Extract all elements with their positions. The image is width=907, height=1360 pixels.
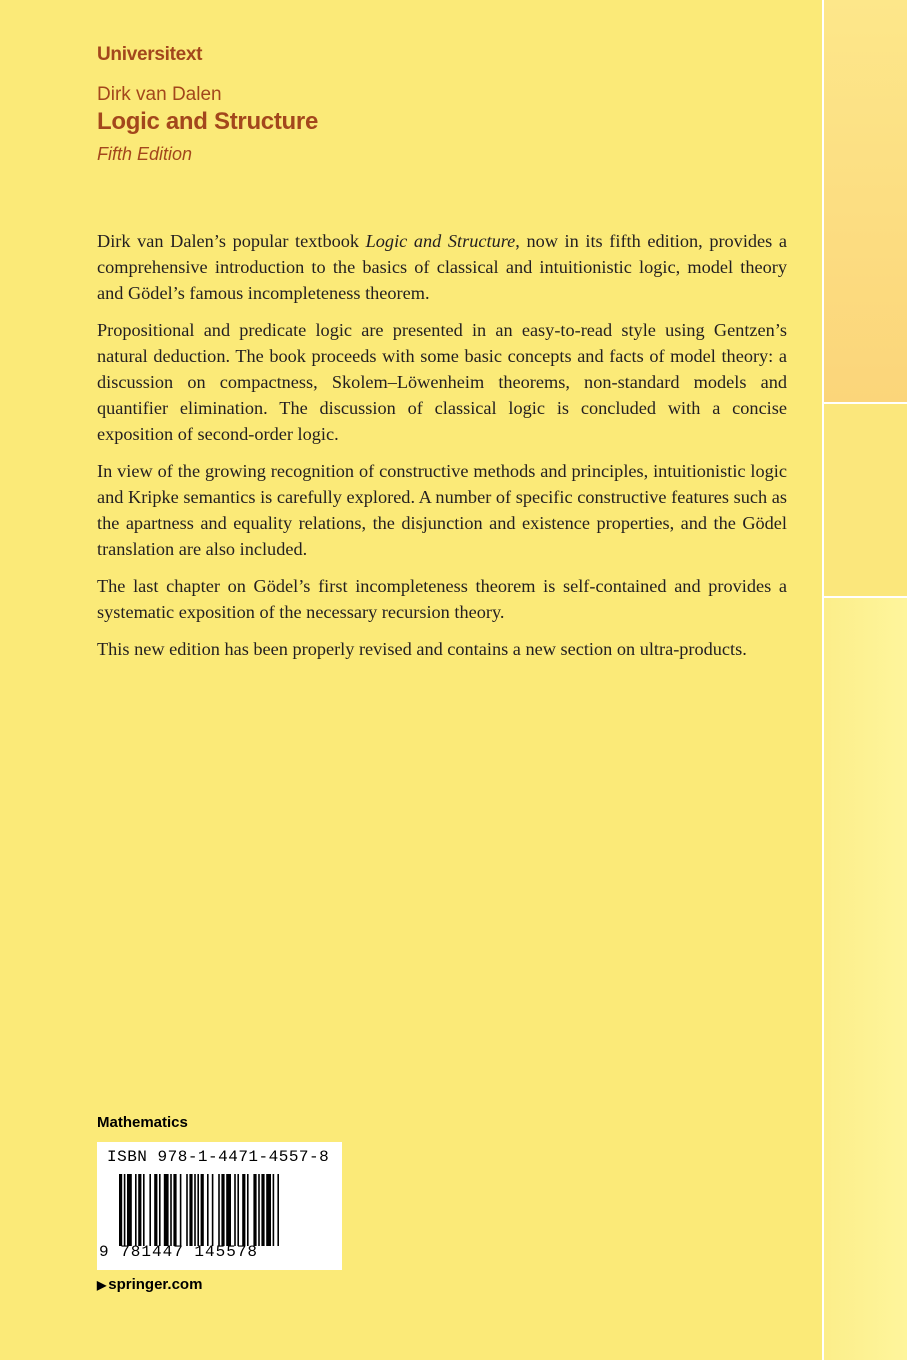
cover-header [97,44,318,165]
barcode-bar [124,1174,126,1246]
barcode-bar [173,1174,176,1246]
website-link[interactable] [97,1276,202,1293]
blurb-text: , now in its fifth edition, provides a comprehensive introduction to the basics of classical and intuitionistic logic, model theory and Gödel’s famous incompleteness theorem. [97,231,787,303]
barcode-bar [138,1174,141,1246]
barcode-bar [273,1174,275,1246]
edition-label: Fifth Edition [97,144,193,164]
barcode-bar [186,1174,188,1246]
series-name: Universitext [97,44,203,65]
barcode-bar [247,1174,249,1246]
barcode-bar [234,1174,236,1246]
barcode-bar [212,1174,214,1246]
barcode-bar [266,1174,271,1246]
barcode-bar [242,1174,245,1246]
barcode [97,1142,342,1270]
author-name: Dirk van Dalen [97,84,222,105]
barcode-bar [135,1174,137,1246]
blurb [97,228,787,673]
barcode-bar [154,1174,157,1246]
barcode-bar [261,1174,264,1246]
subject-label: Mathematics [97,1114,188,1131]
blurb-paragraph: In view of the growing recognition of constructive methods and principles, intuitionistic logic and Kripke semantics is carefully explored. A number of specific constructive features such as the apartness and equality relations, the disjunction and existence properties, and the Gödel translation are also included. [97,461,787,559]
website-text: springer.com [108,1276,203,1293]
blurb-paragraph: This new edition has been properly revised and contains a new section on ultra-products. [97,639,747,659]
barcode-digits: 9 781447 145578 [99,1243,259,1261]
barcode-bar [170,1174,172,1246]
barcode-bar [226,1174,231,1246]
barcode-bar [127,1174,132,1246]
blurb-paragraph: The last chapter on Gödel’s first incompleteness theorem is self-contained and provides a systematic exposition of the necessary recursion theory. [97,576,787,622]
barcode-bars [119,1174,319,1246]
spine-top-panel [824,0,907,402]
spine-middle-panel [824,404,907,596]
blurb-paragraph [97,228,787,306]
barcode-bar [237,1174,239,1246]
barcode-bar [194,1174,196,1246]
blurb-text: Dirk van Dalen’s popular textbook [97,231,366,251]
isbn-text: ISBN 978-1-4471-4557-8 [107,1148,330,1166]
book-title: Logic and Structure [97,108,318,135]
barcode-bar [253,1174,256,1246]
barcode-bar [197,1174,199,1246]
barcode-bar [221,1174,224,1246]
barcode-bar [201,1174,204,1246]
barcode-bar [277,1174,279,1246]
spine-bottom-panel [824,598,907,1360]
barcode-bar [164,1174,169,1246]
barcode-bar [218,1174,220,1246]
barcode-bar [180,1174,182,1246]
barcode-bar [149,1174,151,1246]
barcode-bar [143,1174,145,1246]
triangle-right-icon: ▶ [97,1278,107,1292]
barcode-bar [189,1174,192,1246]
barcode-bar [119,1174,122,1246]
barcode-bar [258,1174,260,1246]
blurb-title-italic: Logic and Structure [365,231,516,251]
barcode-bar [159,1174,161,1246]
blurb-paragraph: Propositional and predicate logic are presented in an easy-to-read style using Gentzen’s natural deduction. The book proceeds with some basic concepts and facts of model theory: a discussion on compactness, Skolem–Löwenheim theorems, non-standard models and quantifier elimination. The discussion of classical logic is concluded with a concise exposition of second-order logic. [97,320,787,444]
barcode-bar [207,1174,209,1246]
